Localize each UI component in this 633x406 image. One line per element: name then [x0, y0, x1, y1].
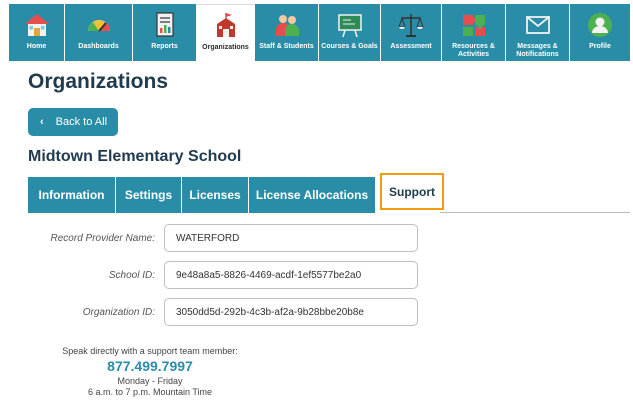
nav-resources-activities-label: Resources & Activities [452, 43, 495, 58]
nav-assessment[interactable] [381, 4, 442, 61]
scales-icon [396, 10, 426, 40]
nav-messages-notifications-label: Messages & Notifications [516, 43, 559, 58]
tabs-divider [440, 212, 630, 213]
nav-courses-goals-label: Courses & Goals [321, 43, 378, 50]
nav-reports[interactable] [133, 4, 197, 61]
nav-dashboards[interactable] [65, 4, 133, 61]
gauge-icon [84, 10, 114, 40]
tab-settings[interactable]: Settings [116, 177, 182, 213]
tab-licenses[interactable]: Licenses [182, 177, 249, 213]
tab-support[interactable]: Support [380, 173, 444, 210]
organization-name: Midtown Elementary School [28, 148, 242, 165]
nav-organizations-label: Organizations [202, 44, 249, 51]
back-to-all-label: Back to All [55, 116, 108, 128]
support-phone[interactable]: 877.499.7997 [107, 358, 193, 374]
support-contact [40, 346, 260, 397]
organization-id-row [28, 298, 428, 326]
nav-assessment-label: Assessment [390, 43, 432, 50]
nav-courses-goals[interactable] [319, 4, 381, 61]
organization-tabs [28, 177, 444, 213]
top-navigation [9, 4, 633, 61]
organization-id-field[interactable] [164, 298, 418, 326]
record-provider-field[interactable] [164, 224, 418, 252]
nav-home-label: Home [26, 43, 47, 50]
nav-staff-students-label: Staff & Students [259, 43, 314, 50]
tab-license-allocations[interactable]: License Allocations [249, 177, 376, 213]
organization-id-label: Organization ID: [82, 306, 155, 318]
school-id-label: School ID: [108, 269, 155, 281]
record-provider-row [28, 224, 428, 252]
people-icon [272, 10, 302, 40]
support-hours: 6 a.m. to 7 p.m. Mountain Time [87, 387, 213, 397]
record-provider-label: Record Provider Name: [50, 232, 155, 244]
nav-messages-notifications[interactable] [506, 4, 570, 61]
page-title: Organizations [28, 70, 169, 93]
school-id-field[interactable] [164, 261, 418, 289]
nav-profile[interactable] [570, 4, 630, 61]
nav-profile-label: Profile [589, 43, 611, 50]
school-id-row [28, 261, 428, 289]
nav-organizations[interactable] [197, 4, 255, 61]
nav-dashboards-label: Dashboards [78, 43, 119, 50]
nav-reports-label: Reports [151, 43, 178, 50]
chalkboard-icon [335, 10, 365, 40]
back-to-all-button[interactable] [28, 108, 118, 136]
support-days: Monday - Friday [117, 376, 183, 386]
nav-resources-activities[interactable] [442, 4, 506, 61]
nav-staff-students[interactable] [255, 4, 319, 61]
user-icon [585, 10, 615, 40]
support-intro: Speak directly with a support team member: [62, 346, 238, 356]
puzzle-icon [459, 10, 489, 40]
envelope-icon [523, 10, 553, 40]
nav-home[interactable] [9, 4, 65, 61]
tab-information[interactable]: Information [28, 177, 116, 213]
chevron-left-icon: ‹ [40, 116, 44, 128]
home-icon [22, 10, 52, 40]
report-icon [150, 10, 180, 40]
school-building-icon [211, 11, 241, 41]
